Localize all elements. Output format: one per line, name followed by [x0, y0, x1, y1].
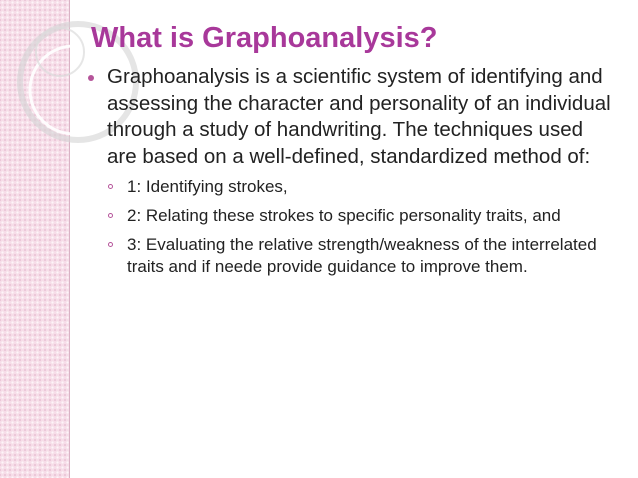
slide-content: [88, 64, 618, 285]
ring-bullet-icon: [108, 213, 113, 218]
sub-bullet-item: [107, 176, 618, 198]
sub-bullet-text: 1: Identifying strokes,: [127, 177, 288, 196]
decor-ring-small: [36, 28, 84, 76]
ring-bullet-icon: [108, 184, 113, 189]
sub-bullet-text: 3: Evaluating the relative strength/weakness of the interrelated traits and if neede provide guidance to improve them.: [127, 235, 597, 276]
ring-bullet-icon: [108, 242, 113, 247]
main-bullet: [88, 64, 618, 170]
sub-bullet-item: [107, 205, 618, 227]
sub-bullet-text: 2: Relating these strokes to specific personality traits, and: [127, 206, 561, 225]
slide-title: What is Graphoanalysis?: [91, 22, 438, 54]
main-bullet-text: Graphoanalysis is a scientific system of identifying and assessing the character and personality of an individual through a study of handwriting. The techniques used are based on a well-defined, standardized method of:: [107, 65, 611, 168]
bullet-dot-icon: [88, 75, 94, 81]
sub-bullet-item: [107, 234, 618, 278]
sub-bullet-list: [88, 176, 618, 278]
